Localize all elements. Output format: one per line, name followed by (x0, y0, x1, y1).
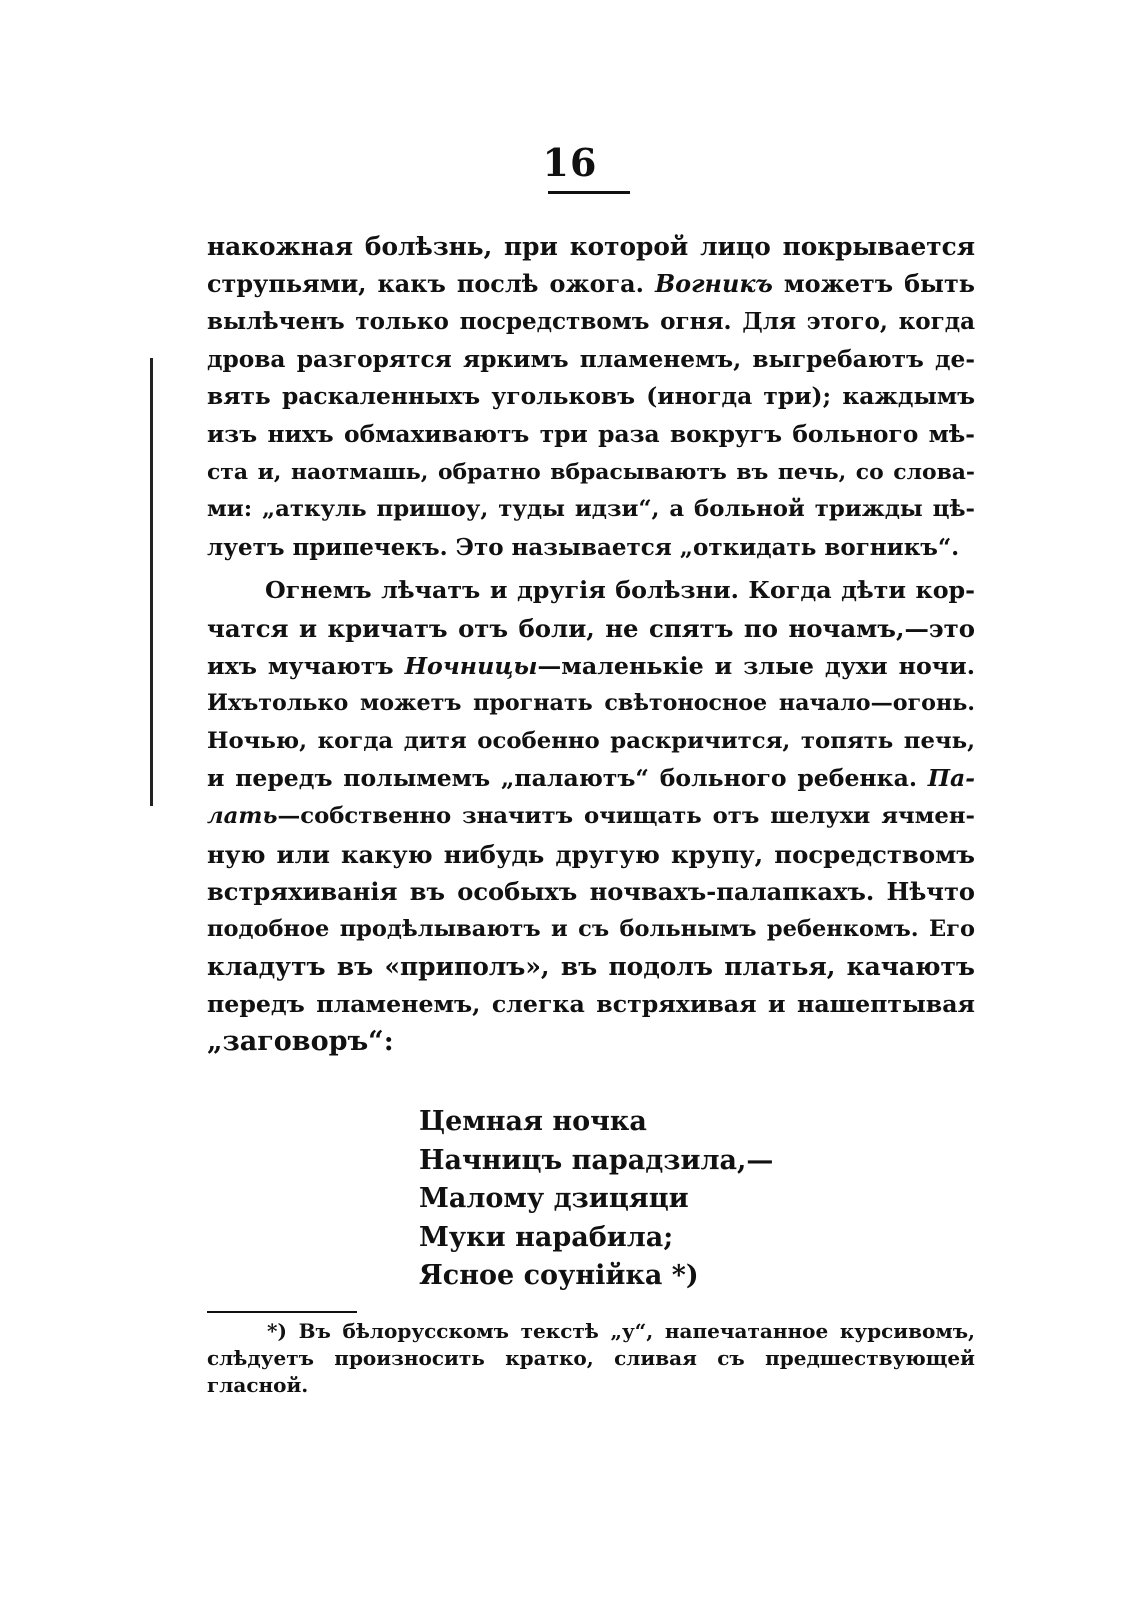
text-line: ную или какую нибудь другую крупу, посредствомъ (207, 839, 975, 869)
text-line: вылѣченъ только посредствомъ огня. Для этого, когда (207, 308, 975, 336)
text-line: Ночью, когда дитя особенно раскричится, топять печь, (207, 727, 975, 754)
footnote-rule (207, 1311, 357, 1313)
text-line: Огнемъ лѣчатъ и другія болѣзни. Когда дѣти кор- (265, 576, 975, 605)
footnote-line: гласной. (207, 1373, 309, 1397)
page-number: 16 (542, 140, 598, 185)
footnote-line: слѣдуетъ произносить кратко, сливая съ предшествующей (207, 1346, 975, 1370)
text-line: подобное продѣлываютъ и съ больнымъ ребенкомъ. Его (207, 915, 975, 942)
text-line: дрова разгорятся яркимъ пламенемъ, выгребаютъ де- (207, 345, 975, 373)
main-text (207, 228, 975, 1061)
text-line: струпьями, какъ послѣ ожога. Вогникъ можетъ быть (207, 269, 975, 298)
verse-line: Цемная ночка (419, 1106, 647, 1137)
verse-line: Ясное соунійка *) (419, 1260, 699, 1291)
text-line: лать—собственно значитъ очищать отъ шелухи ячмен- (207, 802, 975, 829)
text-line: встряхиванія въ особыхъ ночвахъ-палапкахъ. Нѣчто (207, 877, 975, 907)
text-line: вять раскаленныхъ угольковъ (иногда три); каждымъ (207, 382, 975, 411)
text-line: Ихътолько можетъ прогнать свѣтоносное начало—огонь. (207, 690, 975, 717)
footnote-line: *) Въ бѣлорусскомъ текстѣ „у“, напечатанное курсивомъ, (267, 1319, 975, 1343)
text-line: передъ пламенемъ, слегка встряхивая и нашептывая (207, 989, 975, 1018)
verse-line: Начницъ парадзила,— (419, 1144, 774, 1176)
text-line: изъ нихъ обмахиваютъ три раза вокругъ больного мѣ- (207, 419, 975, 448)
text-line: и передъ полымемъ „палаютъ“ больного ребенка. Па- (207, 764, 975, 793)
text-line: „заговоръ“: (207, 1026, 394, 1058)
verse-line: Муки нарабила; (419, 1221, 674, 1253)
text-line: ми: „аткуль пришоу, туды идзи“, а больной трижды цѣ- (207, 496, 975, 523)
text-line: луетъ припечекъ. Это называется „откидать вогникъ“. (207, 533, 960, 561)
text-line: накожная болѣзнь, при которой лицо покрывается (207, 232, 975, 261)
page-number-rule (548, 191, 630, 194)
verse-block (419, 1103, 773, 1296)
text-line: ста и, наотмашь, обратно вбрасываютъ въ печь, со слова- (207, 458, 975, 485)
text-line: ихъ мучаютъ Ночницы—маленькіе и злые духи ночи. (207, 651, 975, 680)
margin-mark (150, 358, 153, 806)
text-line: чатся и кричатъ отъ боли, не спятъ по ночамъ,—это (207, 613, 975, 643)
verse-line: Малому дзицяци (419, 1183, 689, 1214)
paragraph-2 (207, 572, 975, 1061)
footnote (207, 1318, 975, 1399)
text-line: кладутъ въ «приполъ», въ подолъ платья, качаютъ (207, 952, 975, 982)
